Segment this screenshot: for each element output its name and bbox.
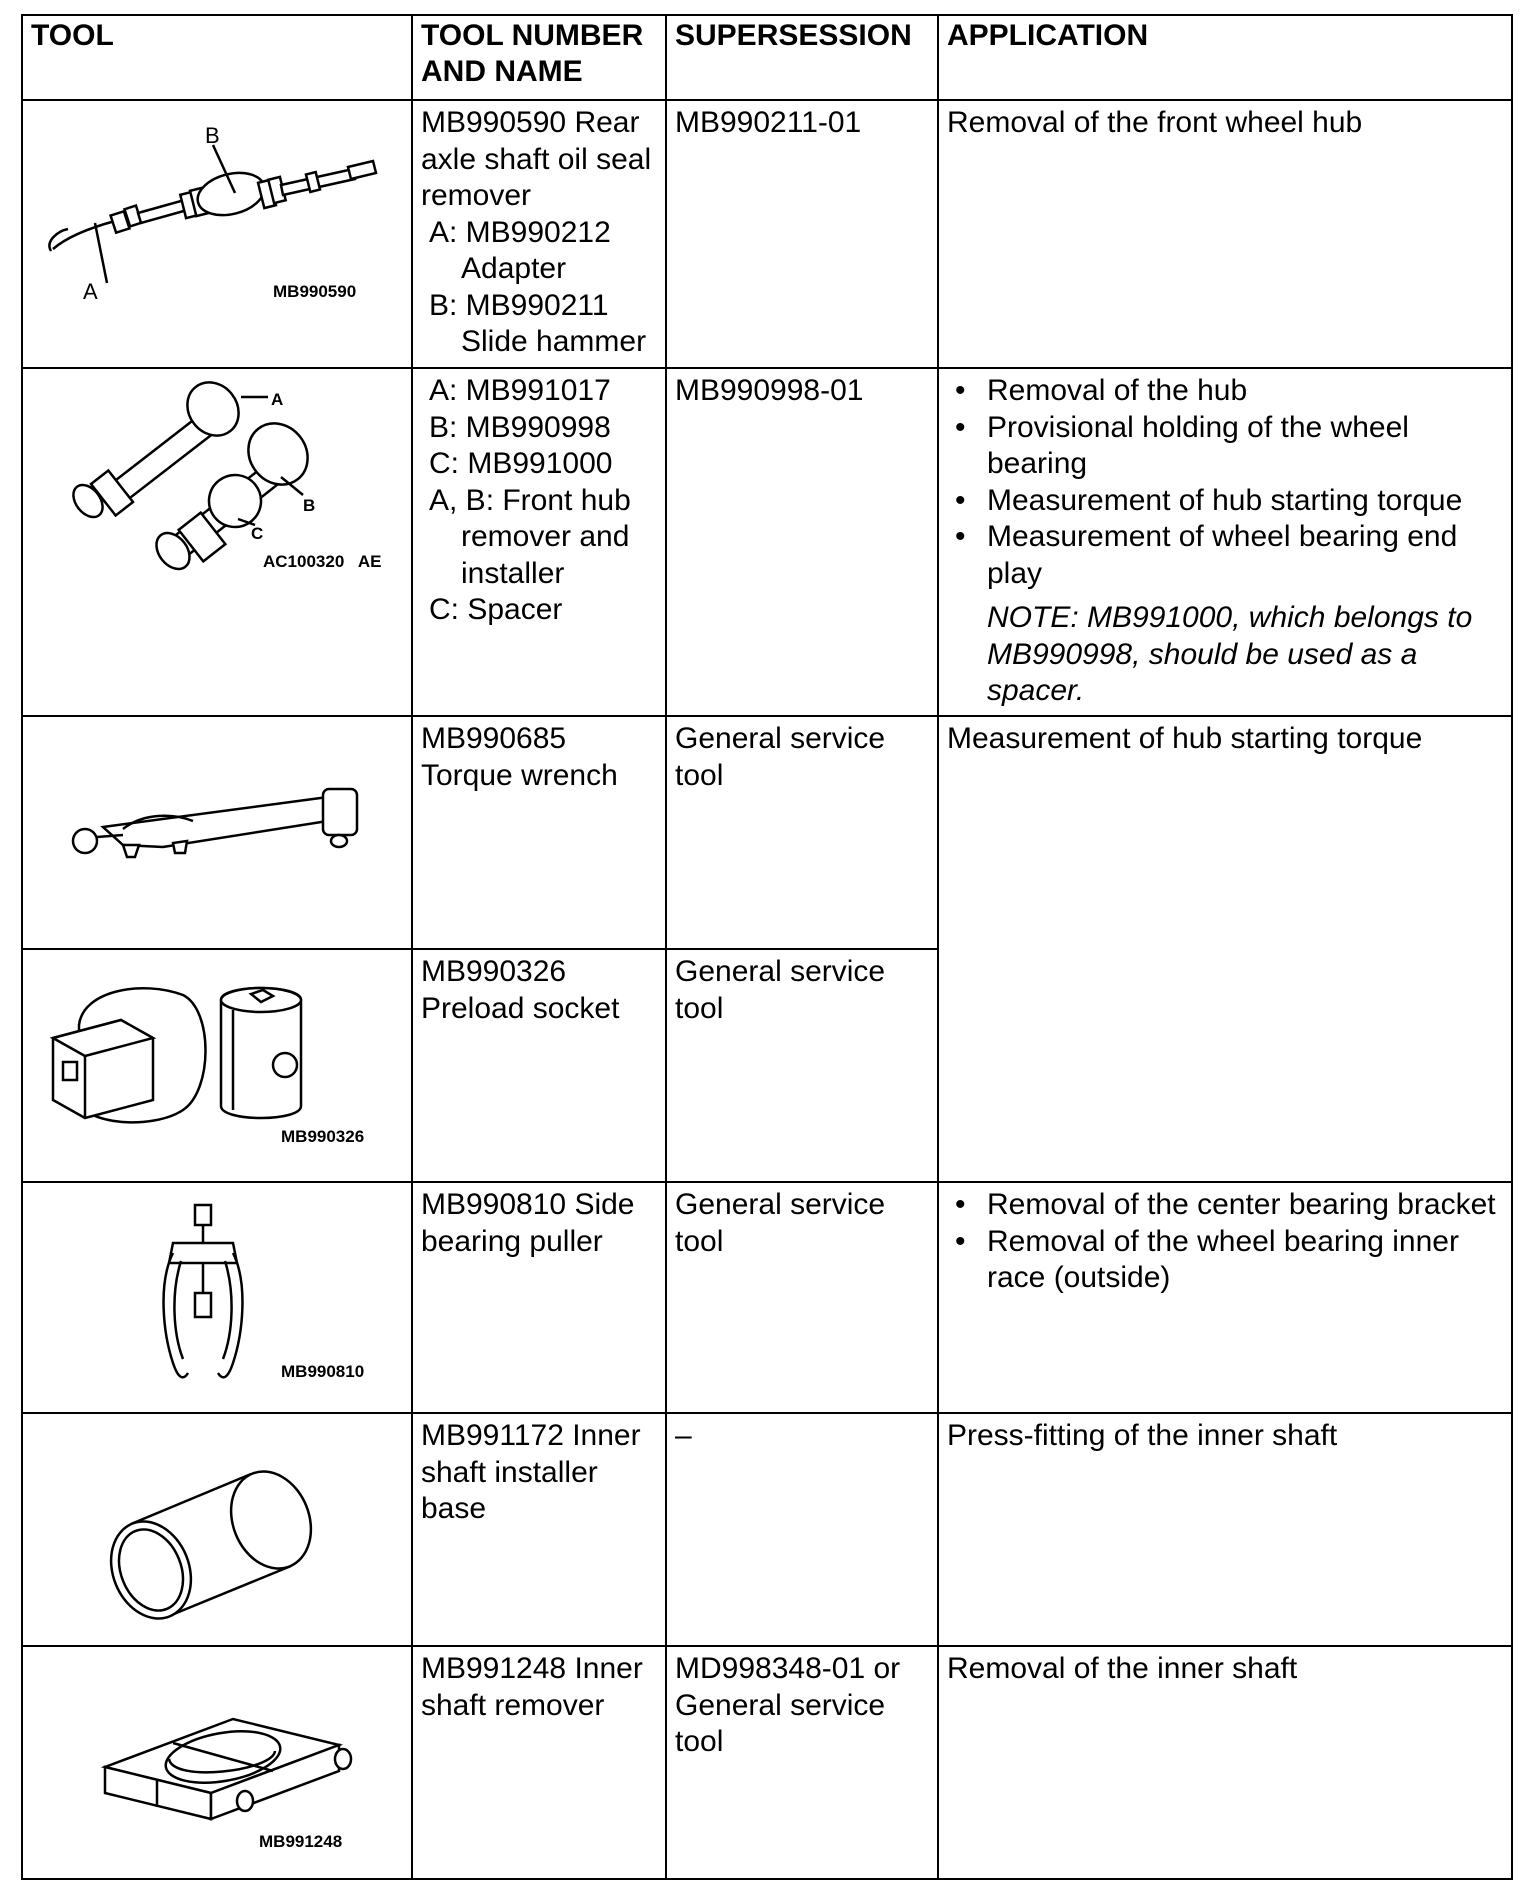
- header-tool-number: TOOL NUMBER AND NAME: [412, 15, 666, 100]
- tool-image-cell: [22, 1646, 412, 1879]
- tool-number-cell: MB990685 Torque wrench: [412, 716, 666, 949]
- supersession-cell: MB990211-01: [666, 100, 938, 368]
- list-item: • Provisional holding of the wheel bearing: [947, 410, 1503, 483]
- application-cell: [938, 368, 1512, 716]
- application-cell: Press-fitting of the inner shaft: [938, 1413, 1512, 1646]
- supersession-cell: MD998348-01 or General service tool: [666, 1646, 938, 1879]
- tool-name: MB990590 Rear axle shaft oil seal remover: [421, 106, 652, 212]
- image-label: MB990810: [281, 1362, 365, 1381]
- callout-a: A: [83, 279, 98, 304]
- tool-number-cell: [412, 100, 666, 368]
- sub-item: A: MB991017: [429, 374, 611, 407]
- tool-number-cell: MB991248 Inner shaft remover: [412, 1646, 666, 1879]
- tool-image-cell: [22, 100, 412, 368]
- tool-number-cell: MB991172 Inner shaft installer base: [412, 1413, 666, 1646]
- sub-item: A, B: Front hub remover and installer: [429, 483, 631, 590]
- application-list: [947, 373, 1503, 592]
- table-row: [22, 368, 1512, 716]
- tool-number-cell: MB990810 Side bearing puller: [412, 1182, 666, 1413]
- table-row: [22, 1182, 1512, 1413]
- supersession-cell: –: [666, 1413, 938, 1646]
- supersession-cell: MB990998-01: [666, 368, 938, 716]
- application-cell: [938, 1182, 1512, 1413]
- hub-remover-drawing: [23, 369, 411, 715]
- installer-base-drawing: [23, 1414, 411, 1645]
- application-cell: Measurement of hub starting torque: [938, 716, 1512, 1182]
- header-tool: TOOL: [22, 15, 412, 100]
- tool-number-cell: MB990326 Preload socket: [412, 949, 666, 1182]
- supersession-cell: General service tool: [666, 1182, 938, 1413]
- image-label: MB990326: [281, 1127, 365, 1146]
- special-tools-table: [21, 14, 1513, 1880]
- supersession-cell: General service tool: [666, 949, 938, 1182]
- table-row: [22, 1646, 1512, 1879]
- tool-image-cell: [22, 949, 412, 1182]
- torque-wrench-drawing: [23, 717, 411, 948]
- note-text: NOTE: MB991000, which belongs to MB990998, should be used as a spacer.: [987, 601, 1473, 707]
- tool-image-cell: [22, 1182, 412, 1413]
- preload-socket-drawing: [23, 950, 411, 1181]
- callout-c: C: [251, 524, 264, 543]
- application-cell: Removal of the inner shaft: [938, 1646, 1512, 1879]
- bearing-puller-drawing: [23, 1183, 411, 1412]
- table-row: [22, 716, 1512, 949]
- list-item: • Measurement of wheel bearing end play: [947, 519, 1503, 592]
- sub-item: C: Spacer: [429, 593, 563, 626]
- list-item: • Measurement of hub starting torque: [947, 483, 1503, 520]
- header-row: [22, 15, 1512, 100]
- application-list: [947, 1187, 1503, 1297]
- sub-item: B: MB990211 Slide hammer: [429, 288, 647, 358]
- image-label: AC100320 AE: [263, 552, 382, 571]
- tool-image-cell: [22, 1413, 412, 1646]
- sub-item: C: MB991000: [429, 447, 613, 480]
- tool-image-cell: [22, 368, 412, 716]
- table-row: [22, 1413, 1512, 1646]
- list-item: • Removal of the hub: [947, 373, 1503, 410]
- tool-image-cell: [22, 716, 412, 949]
- slide-hammer-drawing: [23, 101, 411, 367]
- sub-item: B: MB990998: [429, 410, 611, 444]
- header-supersession: SUPERSESSION: [666, 15, 938, 100]
- inner-shaft-remover-drawing: [23, 1647, 411, 1878]
- list-item: • Removal of the wheel bearing inner race (outside): [947, 1224, 1503, 1297]
- header-application: APPLICATION: [938, 15, 1512, 100]
- callout-b: B: [303, 496, 316, 515]
- supersession-cell: General service tool: [666, 716, 938, 949]
- application-cell: Removal of the front wheel hub: [938, 100, 1512, 368]
- callout-a: A: [271, 390, 284, 409]
- sub-item: A: MB990212 Adapter: [429, 215, 611, 285]
- table-row: [22, 100, 1512, 368]
- image-label: MB991248: [259, 1832, 343, 1851]
- tool-number-cell: [412, 368, 666, 716]
- callout-b: B: [205, 123, 220, 148]
- image-label: MB990590: [273, 282, 357, 301]
- list-item: • Removal of the center bearing bracket: [947, 1187, 1503, 1224]
